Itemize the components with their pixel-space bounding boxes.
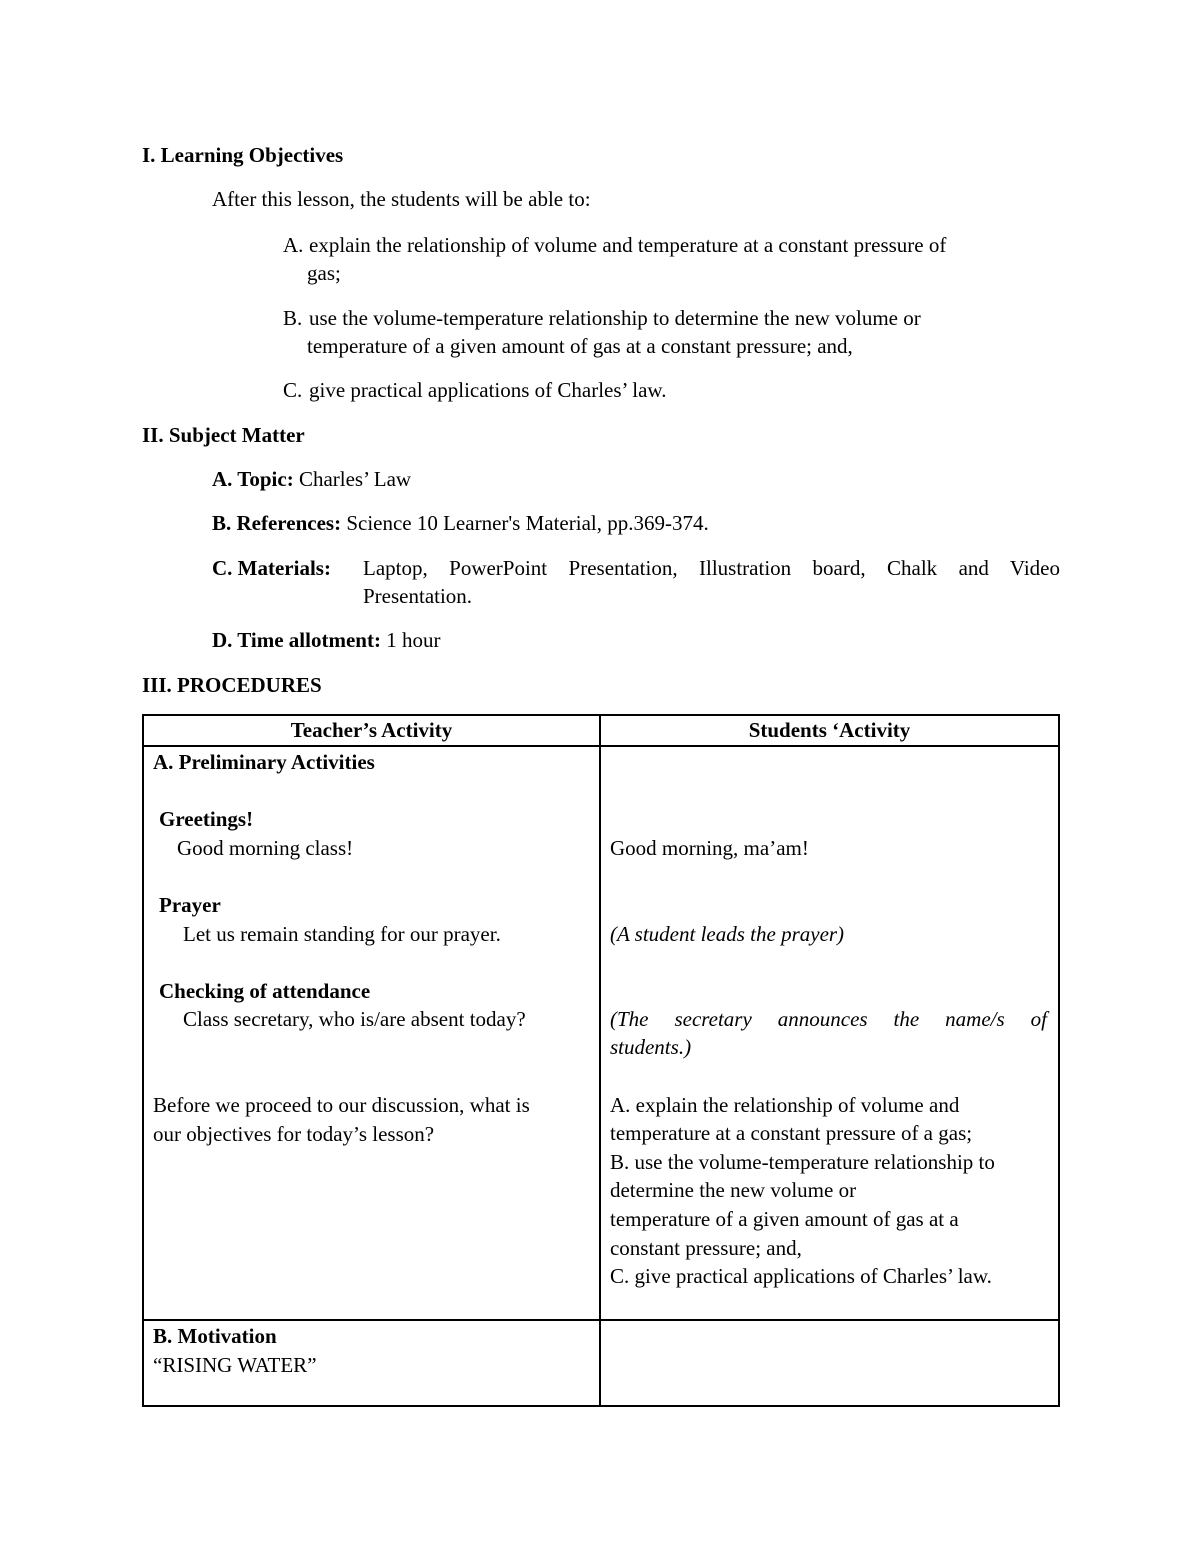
references-label: B. References: <box>212 511 342 535</box>
section-heading-learning-objectives: I. Learning Objectives <box>142 143 344 167</box>
procedures-table <box>142 714 1060 1407</box>
motivation-title: B. Motivation <box>153 1323 277 1348</box>
objective-letter: A. <box>283 233 304 257</box>
materials-line: Laptop, PowerPoint Presentation, Illustration board, Chalk and Video <box>363 556 1060 580</box>
materials-value <box>363 554 1060 610</box>
objective-letter: B. <box>283 306 303 330</box>
students-activity-header: Students ‘Activity <box>600 715 1059 746</box>
prayer-teacher-text: Let us remain standing for our prayer. <box>183 921 501 946</box>
materials-label: C. Materials: <box>212 556 331 580</box>
attendance-student-text <box>610 1005 1047 1062</box>
references-row <box>212 509 709 537</box>
objective-letter: C. <box>283 378 303 402</box>
objectives-answer-line: determine the new volume or <box>609 1178 857 1203</box>
objectives-question-line: Before we proceed to our discussion, what is <box>153 1092 530 1117</box>
teacher-cell <box>143 1320 600 1406</box>
student-cell <box>600 746 1059 1320</box>
greetings-student-text: Good morning, ma’am! <box>609 835 809 860</box>
time-allotment-row <box>212 626 440 654</box>
objective-text-continued: gas; <box>307 261 341 285</box>
attendance-title: Checking of attendance <box>159 978 371 1003</box>
greetings-teacher-text: Good morning class! <box>177 835 354 860</box>
objectives-answer <box>610 1091 995 1291</box>
objectives-answer-line: temperature of a given amount of gas at a <box>609 1206 959 1231</box>
section-heading-subject-matter: II. Subject Matter <box>142 423 305 447</box>
time-allotment-label: D. Time allotment: <box>212 628 381 652</box>
preliminary-activities-row <box>143 746 1059 1320</box>
prayer-student-text: (A student leads the prayer) <box>609 921 845 946</box>
topic-value: Charles’ Law <box>298 467 412 491</box>
objective-c <box>283 376 1043 404</box>
objective-text: use the volume-temperature relationship to determine the new volume or <box>309 306 921 330</box>
prayer-title: Prayer <box>159 892 221 917</box>
materials-line: Presentation. <box>363 584 473 608</box>
student-cell <box>600 1320 1059 1406</box>
attendance-student-line: students.) <box>609 1035 692 1060</box>
objective-text: explain the relationship of volume and temperature at a constant pressure of <box>309 233 947 257</box>
topic-label: A. Topic: <box>212 467 294 491</box>
table-header-row <box>143 715 1059 746</box>
objectives-answer-line: C. give practical applications of Charles’ law. <box>609 1264 992 1289</box>
teacher-cell <box>143 746 600 1320</box>
objective-a <box>283 231 1043 287</box>
topic-row <box>212 465 411 493</box>
objectives-answer-line: constant pressure; and, <box>609 1235 802 1260</box>
objectives-intro: After this lesson, the students will be able to: <box>212 187 591 211</box>
time-allotment-value: 1 hour <box>386 628 441 652</box>
objectives-question-line: our objectives for today’s lesson? <box>153 1121 435 1146</box>
section-heading-procedures: III. PROCEDURES <box>142 673 322 697</box>
attendance-teacher-text: Class secretary, who is/are absent today? <box>183 1006 526 1031</box>
greetings-title: Greetings! <box>159 806 254 831</box>
objectives-answer-line: A. explain the relationship of volume and <box>609 1092 960 1117</box>
preliminary-title: A. Preliminary Activities <box>153 749 375 774</box>
references-value: Science 10 Learner's Material, pp.369-374. <box>346 511 709 535</box>
objective-b <box>283 304 1043 360</box>
objectives-answer-line: temperature at a constant pressure of a gas; <box>609 1121 973 1146</box>
attendance-student-line: (The secretary announces the name/s of <box>609 1006 1047 1031</box>
objective-text: give practical applications of Charles’ law. <box>309 378 667 402</box>
objective-text-continued: temperature of a given amount of gas at a constant pressure; and, <box>307 334 853 358</box>
motivation-activity: “RISING WATER” <box>153 1352 317 1377</box>
objectives-answer-line: B. use the volume-temperature relationship to <box>609 1149 995 1174</box>
motivation-row <box>143 1320 1059 1406</box>
teacher-activity-header: Teacher’s Activity <box>143 715 600 746</box>
